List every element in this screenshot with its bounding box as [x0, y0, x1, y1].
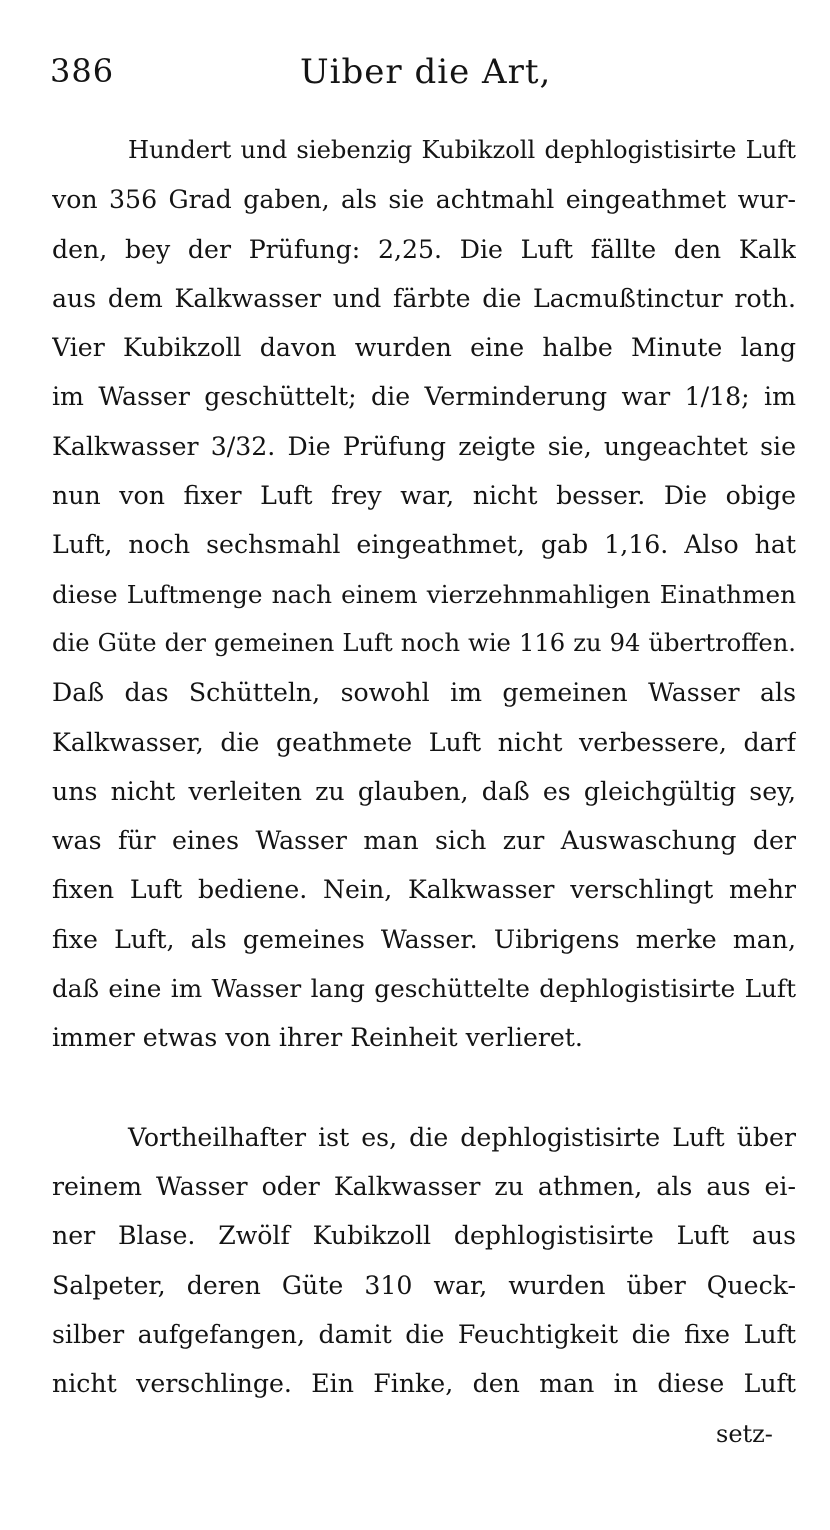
- body-text: [52, 126, 796, 1408]
- text-line: von 356 Grad gaben, als sie achtmahl eingeathmet wur-: [52, 185, 796, 215]
- text-line: Vier Kubikzoll davon wurden eine halbe Minute lang: [52, 333, 796, 363]
- text-line: silber aufgefangen, damit die Feuchtigkeit die fixe Luft: [52, 1319, 796, 1349]
- text-line: nun von fixer Luft frey war, nicht besser. Die obige: [52, 481, 796, 511]
- text-line: den, bey der Prüfung: 2,25. Die Luft fällte den Kalk: [52, 234, 796, 264]
- text-line: Hundert und siebenzig Kubikzoll dephlogistisirte Luft: [128, 136, 796, 164]
- text-line: Kalkwasser, die geathmete Luft nicht verbessere, darf: [52, 727, 796, 757]
- text-line: immer etwas von ihrer Reinheit verlieret.: [52, 1023, 583, 1053]
- page-number: 386: [50, 52, 115, 90]
- text-line: fixen Luft bediene. Nein, Kalkwasser verschlingt mehr: [52, 875, 796, 905]
- text-line: im Wasser geschüttelt; die Verminderung war 1/18; im: [52, 382, 796, 412]
- paragraph-1: [52, 126, 796, 1063]
- text-line: Luft, noch sechsmahl eingeathmet, gab 1,16. Also hat: [52, 530, 796, 560]
- text-line: diese Luftmenge nach einem vierzehnmahligen Einathmen: [52, 579, 796, 609]
- text-line: Daß das Schütteln, sowohl im gemeinen Wasser als: [52, 678, 796, 708]
- text-line: ner Blase. Zwölf Kubikzoll dephlogistisirte Luft aus: [52, 1221, 796, 1251]
- paragraph-2: [52, 1113, 796, 1409]
- text-line: was für eines Wasser man sich zur Auswaschung der: [52, 826, 796, 856]
- catchword: setz-: [716, 1420, 773, 1448]
- text-line: Kalkwasser 3/32. Die Prüfung zeigte sie, ungeachtet sie: [52, 431, 796, 461]
- running-title: Uiber die Art,: [300, 52, 552, 92]
- text-line: Vortheilhafter ist es, die dephlogistisirte Luft über: [128, 1122, 796, 1152]
- text-line: Salpeter, deren Güte 310 war, wurden über Queck-: [52, 1270, 796, 1300]
- text-line: reinem Wasser oder Kalkwasser zu athmen, als aus ei-: [52, 1171, 796, 1201]
- page-header: [42, 50, 802, 106]
- text-line: uns nicht verleiten zu glauben, daß es gleichgültig sey,: [52, 776, 796, 806]
- text-line: fixe Luft, als gemeines Wasser. Uibrigens merke man,: [52, 924, 796, 954]
- text-line: die Güte der gemeinen Luft noch wie 116 zu 94 übertroffen.: [52, 628, 796, 657]
- text-line: aus dem Kalkwasser und färbte die Lacmußtinctur roth.: [52, 283, 796, 313]
- text-line: daß eine im Wasser lang geschüttelte dephlogistisirte Luft: [52, 974, 796, 1004]
- text-line: nicht verschlinge. Ein Finke, den man in diese Luft: [52, 1369, 796, 1399]
